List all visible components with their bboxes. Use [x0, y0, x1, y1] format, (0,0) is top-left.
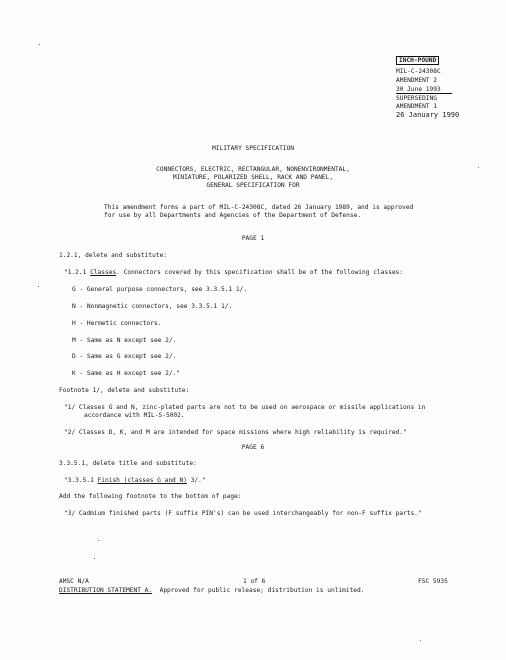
- para-1-2-1-title: Classes: [90, 269, 117, 276]
- scan-speck: [38, 286, 39, 287]
- fsc-code: FSC 5935: [418, 578, 448, 585]
- class-item: K - Same as H except see 2/.": [72, 370, 181, 377]
- scan-speck: [39, 44, 40, 45]
- footnote-3: "3/ Cadmium finished parts (F suffix PIN's) can be used interchangeably for non-F suffix parts.": [64, 510, 422, 517]
- title-line-2: MINIATURE, POLARIZED SHELL, RACK AND PANEL,: [172, 174, 334, 181]
- inch-pound-box: [396, 56, 439, 65]
- para-3-3-5-1: [64, 477, 206, 484]
- footnote-instruction: Footnote 1/, delete and substitute:: [59, 387, 190, 394]
- footnote-1-line-2: accordance with MIL-S-5002.: [84, 412, 185, 419]
- spec-type: MILITARY SPECIFICATION: [212, 145, 294, 152]
- class-item: G - General purpose connectors, see 3.3.5.1 1/.: [72, 286, 248, 293]
- page-1-heading: PAGE 1: [241, 235, 265, 242]
- para-1-2-1: [64, 269, 403, 276]
- scan-speck: [478, 167, 479, 168]
- instruction-1-2-1: 1.2.1, delete and substitute:: [59, 252, 168, 259]
- page-6-heading: PAGE 6: [241, 444, 265, 451]
- superseded-amendment: AMENDMENT 1: [396, 103, 437, 110]
- page-count: 1 of 6: [243, 578, 266, 585]
- distribution-label: DISTRIBUTION STATEMENT A.: [59, 587, 153, 594]
- para-1-2-1-text: . Connectors covered by this specification shall be of the following classes:: [116, 269, 404, 276]
- intro-line-2: for use by all Departments and Agencies of the Department of Defense.: [104, 212, 362, 219]
- class-item: N - Nonmagnetic connectors, see 3.3.5.1 1/.: [72, 303, 233, 310]
- footnote-1-line-1: "1/ Classes G and N, zinc-plated parts are not to be used on aerospace or missile applications in: [64, 404, 426, 411]
- amendment-date: 30 June 1993: [396, 86, 452, 94]
- intro-line-1: This amendment forms a part of MIL-C-24308C, dated 26 January 1989, and is approved: [104, 204, 414, 211]
- class-item: M - Same as N except see 2/.: [72, 337, 177, 344]
- para-3-3-5-1-footnote-ref: 3/.": [190, 477, 206, 484]
- title-line-3: GENERAL SPECIFICATION FOR: [206, 182, 300, 189]
- scan-speck: [98, 540, 99, 541]
- amsc-label: AMSC N/A: [59, 578, 89, 585]
- instruction-3-3-5-1: 3.3.5.1, delete title and substitute:: [59, 460, 197, 467]
- scan-speck: [94, 558, 95, 559]
- para-3-3-5-1-number: "3.3.5.1: [64, 477, 94, 484]
- doc-number: MIL-C-24308C: [396, 68, 441, 75]
- class-item: D - Same as G except see 2/.: [72, 353, 177, 360]
- distribution-statement: [59, 587, 364, 594]
- class-item: H - Hermetic connectors.: [72, 320, 162, 327]
- inch-pound-label: INCH-POUND: [396, 56, 439, 65]
- para-3-3-5-1-title: Finish (classes G and N): [97, 477, 187, 484]
- footnote-2: "2/ Classes D, K, and M are intended for space missions where high reliability is required.": [64, 429, 407, 436]
- title-line-1: CONNECTORS, ELECTRIC, RECTANGULAR, NONENVIRONMENTAL,: [156, 166, 350, 173]
- superseded-date: 26 January 1990: [396, 111, 460, 119]
- distribution-text: Approved for public release; distribution is unlimited.: [159, 587, 365, 594]
- scan-speck: [420, 640, 421, 641]
- para-1-2-1-number: "1.2.1: [64, 269, 87, 276]
- add-footnote-instruction: Add the following footnote to the bottom of page:: [59, 493, 242, 500]
- amendment-number: AMENDMENT 2: [396, 77, 437, 84]
- superseding-label: SUPERSEDING: [396, 95, 437, 102]
